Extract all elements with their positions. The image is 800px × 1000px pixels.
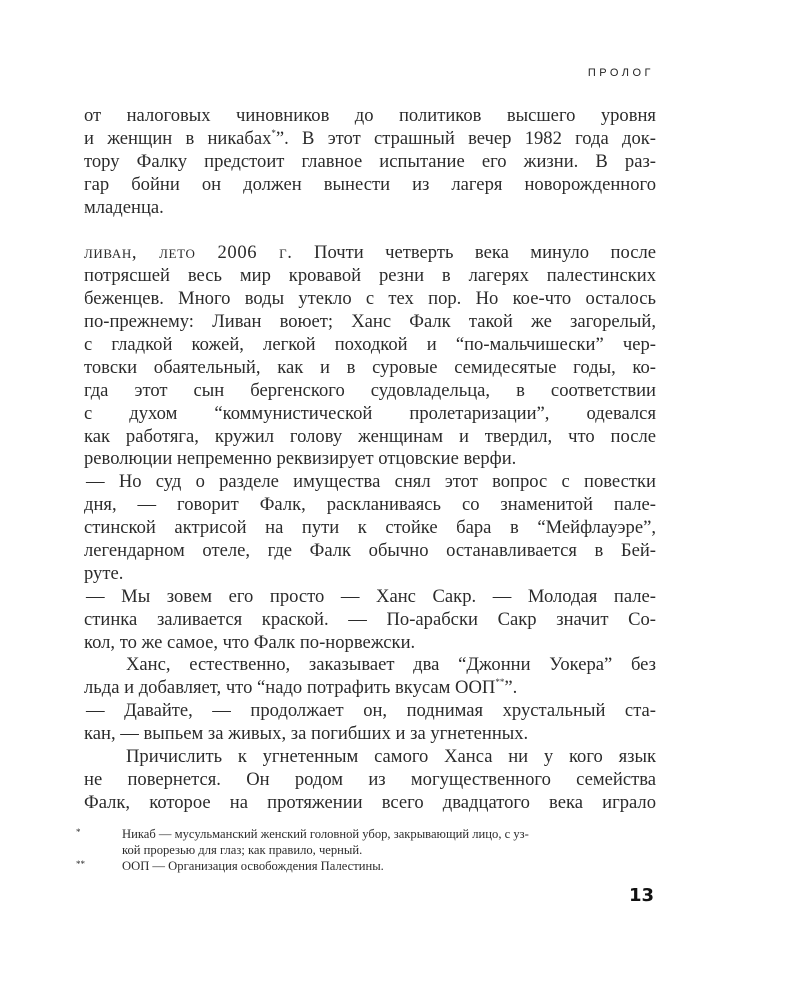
text-line: не повернется. Он родом из могущественного семейства (84, 768, 656, 790)
text-line: тору Фалку предстоит главное испытание его жизни. В раз- (84, 150, 656, 172)
footnote-mark: ** (76, 859, 85, 869)
page-number: 13 (628, 885, 654, 906)
text-line: легендарном отеле, где Фалк обычно останавливается в Бей- (84, 540, 656, 562)
footnote (76, 826, 660, 858)
text-span: и женщин в никабах (84, 127, 272, 149)
text-line: дня, — говорит Фалк, раскланиваясь со знаменитой пале- (84, 494, 656, 516)
text-line: — Давайте, — продолжает он, поднимая хрустальный ста- (86, 700, 656, 722)
footnote (76, 858, 660, 874)
text-line: — Но суд о разделе имущества снял этот вопрос с повестки (86, 471, 656, 493)
footnote-line: Никаб — мусульманский женский головной убор, закрывающий лицо, с уз- (122, 827, 529, 841)
text-line: с гладкой кожей, легкой походкой и “по-мальчишески” чер- (84, 334, 656, 356)
text-line: гар бойни он должен вынести из лагеря новорожденного (84, 173, 656, 195)
text-line (84, 677, 656, 700)
text-line: Фалк, которое на протяжении всего двадцатого века играло (84, 791, 656, 813)
text-line: от налоговых чиновников до политиков высшего уровня (84, 105, 656, 126)
footnote-line: кой прорезью для глаз; как правило, черный. (122, 843, 363, 857)
body-text (84, 105, 656, 815)
footnotes (76, 826, 660, 874)
footnote-mark: * (76, 827, 81, 837)
paragraph (84, 586, 656, 655)
section-break (84, 219, 656, 242)
footnote-ref: ** (495, 677, 505, 688)
text-line: кан, — выпьем за живых, за погибших и за угнетенных. (84, 723, 529, 745)
text-line: младенца. (84, 196, 164, 218)
text-line: кол, то же самое, что Фалк по-норвежски. (84, 631, 416, 653)
text-line: потрясшей весь мир кровавой резни в лагерях палестинских (84, 265, 656, 287)
text-span: льда и добавляет, что “надо потрафить вкусам ООП (84, 677, 496, 699)
paragraph (84, 654, 656, 700)
paragraph (84, 105, 656, 219)
text-line: гда этот сын бергенского судовладельца, в соответствии (84, 379, 656, 401)
text-line: — Мы зовем его просто — Ханс Сакр. — Молодая пале- (86, 585, 656, 607)
paragraph (84, 242, 656, 471)
text-line: революции непременно реквизирует отцовские верфи. (84, 448, 517, 470)
text-line: беженцев. Много воды утекло с тех пор. Но кое-что осталось (84, 288, 656, 310)
text-line: руте. (84, 562, 124, 584)
text-span: Почти четверть века минуло после (292, 242, 656, 264)
paragraph (84, 700, 656, 746)
text-line (84, 242, 656, 265)
text-line: стинка заливается краской. — По-арабски Сакр значит Со- (84, 608, 656, 630)
text-line: товски обаятельный, как и в суровые семидесятые годы, ко- (84, 356, 656, 378)
footnote-ref: * (271, 127, 276, 138)
footnote-line: ООП — Организация освобождения Палестины. (122, 859, 384, 873)
section-lead: ливан, лето 2006 г. (84, 242, 293, 264)
text-span: ”. (504, 677, 518, 699)
paragraph (84, 471, 656, 585)
text-line: с духом “коммунистической пролетаризации”, одевался (84, 402, 656, 424)
text-line: по-прежнему: Ливан воюет; Ханс Фалк такой же загорелый, (84, 311, 656, 333)
text-line: стинской актрисой на пути к стойке бара в “Мейфлауэре”, (84, 517, 656, 539)
text-line (84, 128, 656, 151)
text-line: как работяга, кружил голову женщинам и твердил, что после (84, 425, 656, 447)
text-line: Причислить к угнетенным самого Ханса ни у кого язык (126, 746, 656, 768)
text-span: ”. В этот страшный вечер 1982 года док- (275, 127, 656, 149)
running-head: ПРОЛОГ (587, 67, 654, 79)
paragraph (84, 746, 656, 815)
text-line: Ханс, естественно, заказывает два “Джонни Уокера” без (126, 654, 656, 676)
